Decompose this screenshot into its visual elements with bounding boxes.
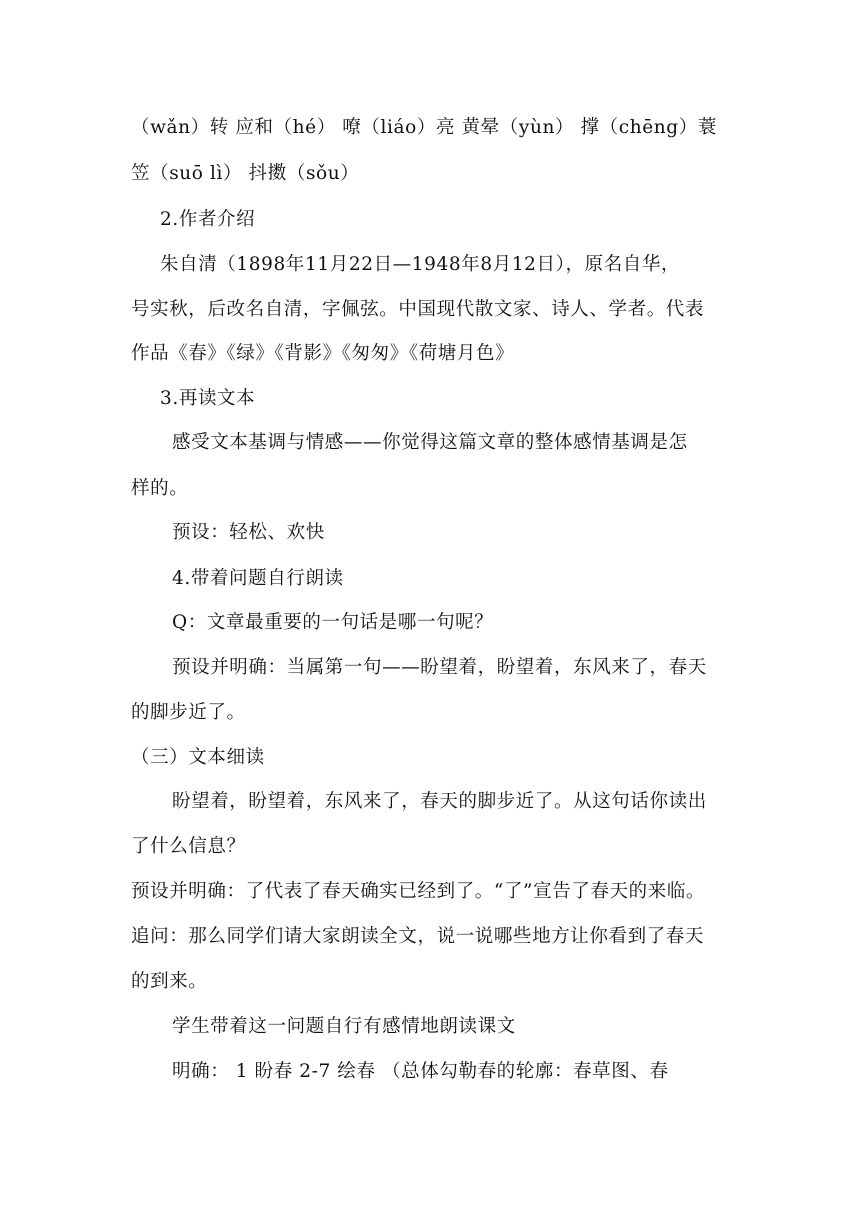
text-line: 的到来。 [131, 971, 208, 992]
text-line: 追问：那么同学们请大家朗读全文，说一说哪些地方让你看到了春天 [131, 926, 705, 947]
section-heading: 4.带着问题自行朗读 [172, 568, 344, 589]
text-line: 学生带着这一问题自行有感情地朗读课文 [172, 1016, 516, 1037]
text-line: 预设：轻松、欢快 [172, 522, 325, 543]
text-line: （wǎn）转 应和（hé） 嘹（liáo）亮 黄晕（yùn） 撑（chēng）蓑 [131, 117, 717, 138]
text-line: 明确： 1 盼春 2-7 绘春 （总体勾勒春的轮廓：春草图、春 [172, 1061, 669, 1082]
text-line: 朱自清（1898年11月22日—1948年8月12日），原名自华， [160, 254, 681, 275]
section-heading: 3.再读文本 [160, 388, 256, 409]
text-line: 笠（suō lì） 抖擞（sǒu） [131, 163, 360, 184]
text-line: 的脚步近了。 [131, 702, 246, 723]
text-line: Q：文章最重要的一句话是哪一句呢？ [172, 612, 494, 633]
section-heading: 2.作者介绍 [160, 209, 256, 230]
text-line: 了什么信息？ [131, 836, 246, 857]
text-line: 号实秋，后改名自清，字佩弦。中国现代散文家、诗人、学者。代表 [131, 299, 705, 320]
text-line: 样的。 [131, 478, 189, 499]
text-line: 感受文本基调与情感——你觉得这篇文章的整体感情基调是怎 [172, 432, 688, 453]
text-line: 作品《春》《绿》《背影》《匆匆》《荷塘月色》 [131, 343, 515, 364]
text-line: 预设并明确：了代表了春天确实已经到了。“了”宣告了春天的来临。 [131, 881, 706, 902]
text-line: 盼望着，盼望着，东风来了，春天的脚步近了。从这句话你读出 [172, 791, 707, 812]
section-heading: （三）文本细读 [131, 747, 265, 768]
text-line: 预设并明确：当属第一句——盼望着，盼望着，东风来了，春天 [172, 657, 707, 678]
